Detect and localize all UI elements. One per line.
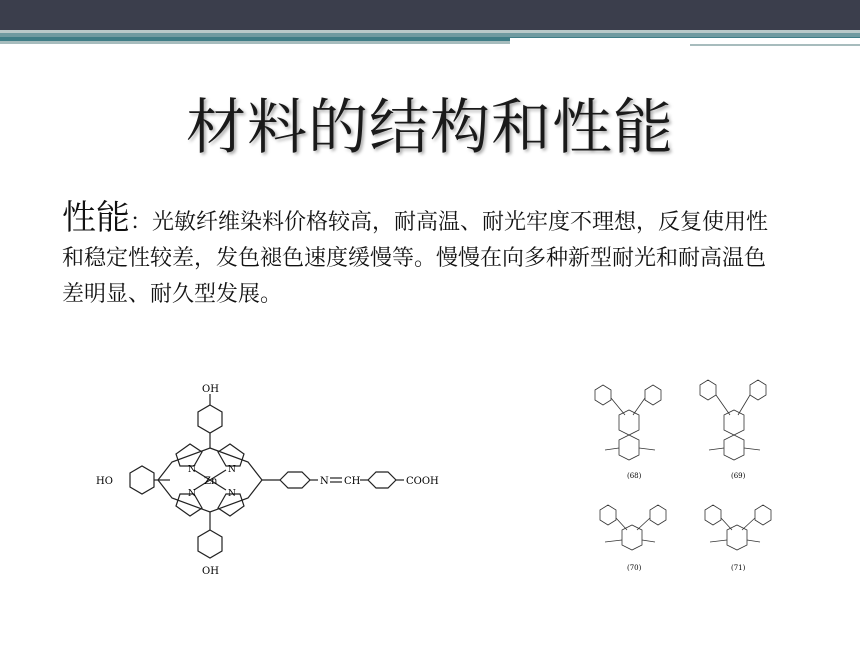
label-oh-top: OH (202, 384, 219, 395)
slide-title: 材料的结构和性能 (186, 93, 674, 163)
header-notch-lower (690, 44, 860, 58)
label-cooh: COOH (406, 476, 439, 487)
label-n3: N (188, 489, 196, 499)
header-dark-bar (0, 0, 860, 30)
performance-colon: ： (130, 210, 153, 235)
label-n4: N (228, 489, 236, 499)
label-ch: CH (344, 476, 361, 487)
label-zn: Zn (204, 476, 218, 487)
label-n1: N (188, 465, 196, 475)
label-compound-70: (70) (627, 564, 642, 572)
performance-paragraph (62, 200, 782, 313)
label-n2: N (228, 465, 236, 475)
label-compound-71: (71) (731, 564, 746, 572)
dye-structures-figure (575, 370, 785, 585)
performance-text: 光敏纤维染料价格较高，耐高温、耐光牢度不理想，反复使用性和稳定性较差，发色褪色速度缓慢等。慢慢在向多种新型耐光和耐高温色差明显、耐久型发展。 (62, 210, 769, 307)
performance-label: 性能 (62, 198, 130, 238)
label-ho-left: HO (96, 476, 113, 487)
label-azo-n: N (320, 476, 329, 487)
label-compound-68: (68) (627, 472, 642, 480)
label-compound-69: (69) (731, 472, 746, 480)
porphyrin-structure-figure (90, 380, 450, 580)
label-oh-bottom: OH (202, 566, 219, 577)
